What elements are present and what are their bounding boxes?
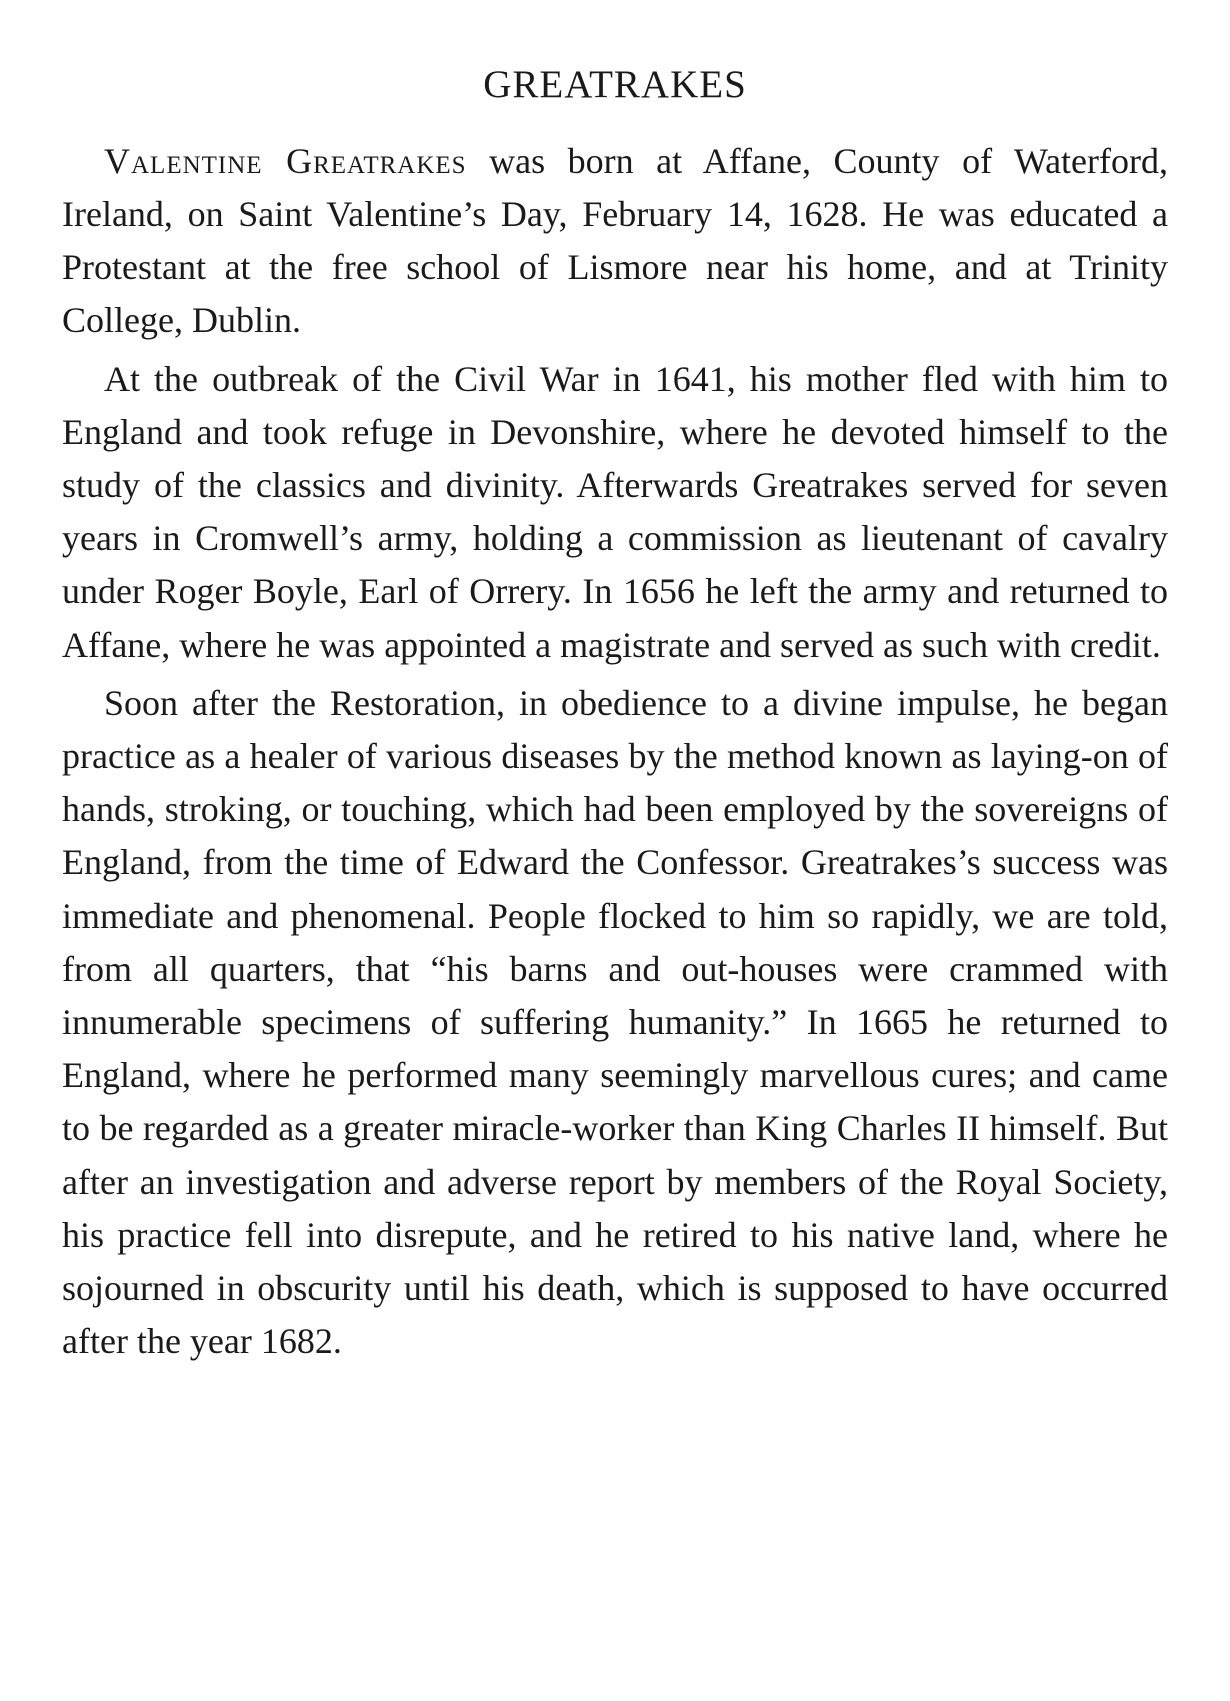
subject-name: Valentine Greatrakes: [104, 140, 467, 181]
paragraph-healing-career: Soon after the Restoration, in obedience to a divine impulse, he began practice as a healer of various diseases by the method known as laying-on of hands, stroking, or touching, which had been employed by the sovereigns of England, from the time of Edward the Confessor. Greatrakes’s success was immediate and phenomenal. People flocked to him so rapidly, we are told, from all quarters, that “his barns and out-houses were crammed with innumerable specimens of suffering humanity.” In 1665 he returned to England, where he performed many seemingly marvellous cures; and came to be regarded as a greater miracle-worker than King Charles II himself. But after an investigation and adverse report by members of the Royal Society, his practice fell into disrepute, and he retired to his native land, where he sojourned in obscurity until his death, which is supposed to have occurred after the year 1682.: [62, 682, 1168, 1362]
page-title: GREATRAKES: [483, 63, 747, 106]
paragraph-birth: [62, 135, 1168, 348]
paragraph-birth-text: was born at Affane, County of Waterford, Ireland, on Saint Valentine’s Day, February 14, 1628. He was educated a Protestant at the free school of Lismore near his home, and at Trinity College, Dublin.: [62, 140, 1168, 341]
paragraph-civil-war: At the outbreak of the Civil War in 1641, his mother fled with him to England and took refuge in Devonshire, where he devoted himself to the study of the classics and divinity. Afterwards Greatrakes served for seven years in Cromwell’s army, holding a commission as lieutenant of cavalry under Roger Boyle, Earl of Orrery. In 1656 he left the army and returned to Affane, where he was appointed a magistrate and served as such with credit.: [62, 358, 1168, 665]
